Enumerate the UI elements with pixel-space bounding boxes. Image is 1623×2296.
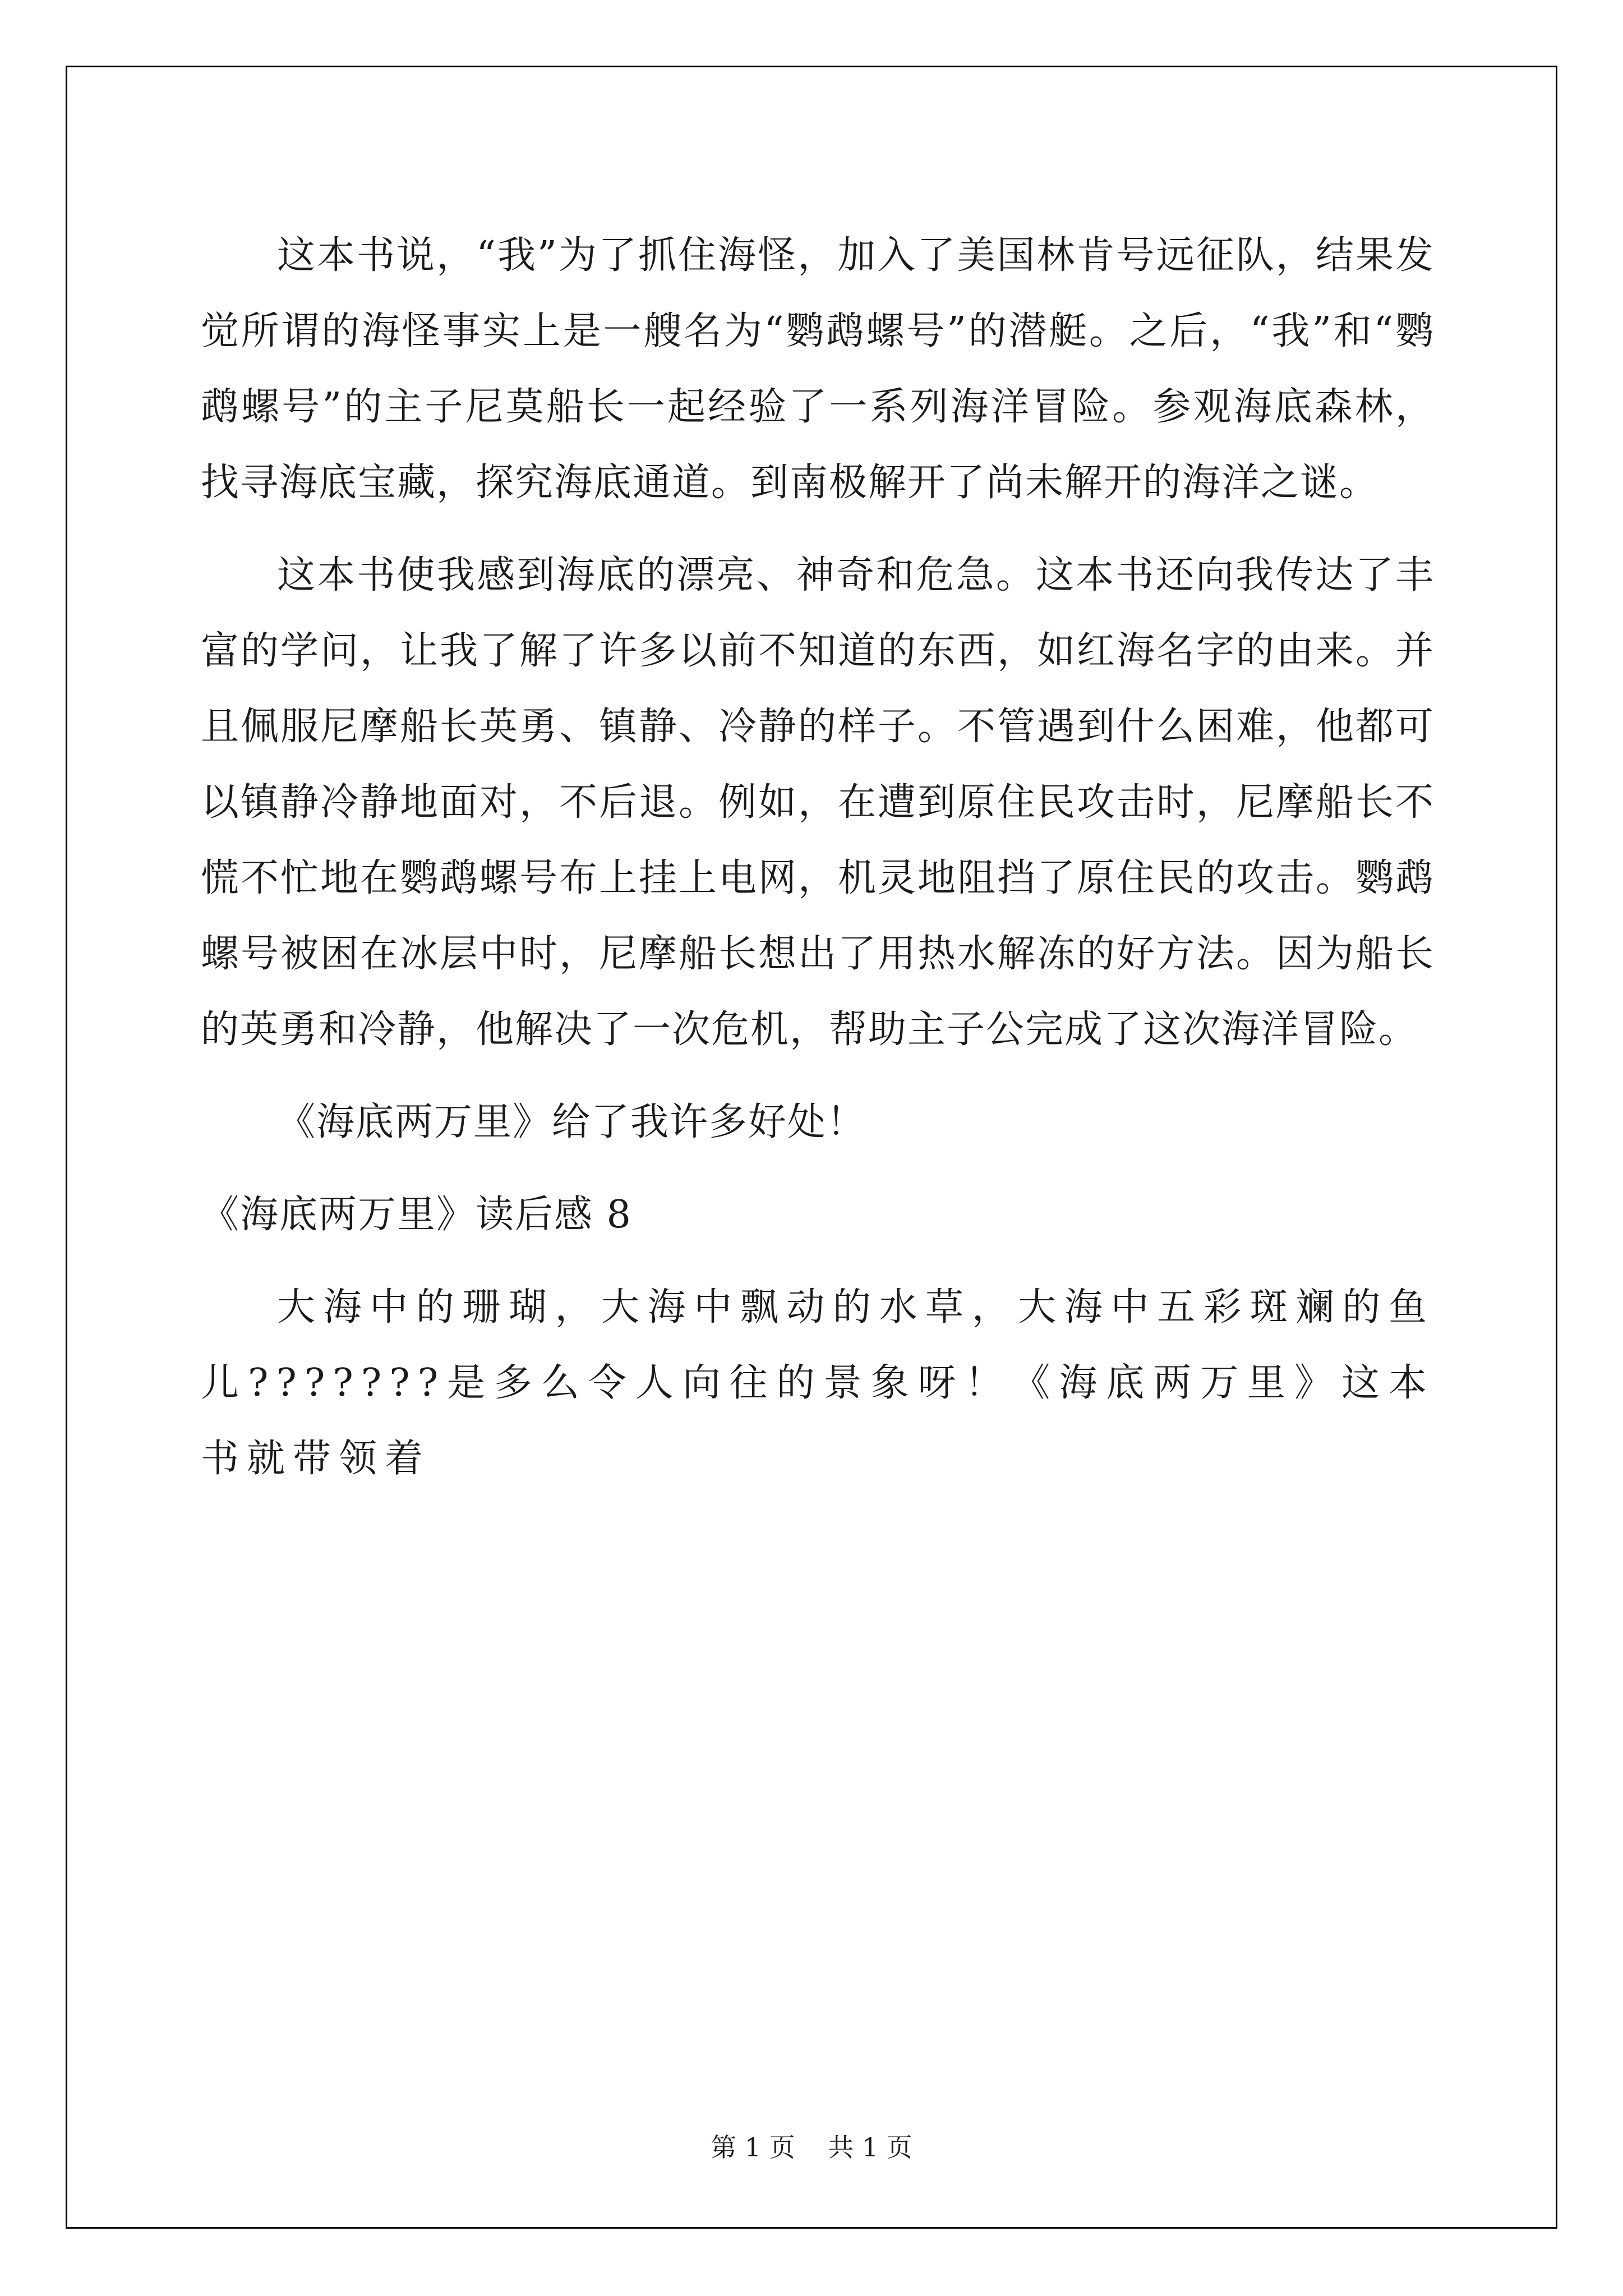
page-number: 第 1 页 <box>711 2132 795 2162</box>
paragraph-conclusion: 《海底两万里》给了我许多好处！ <box>277 1100 866 1144</box>
document-body <box>201 218 1435 1497</box>
page-footer <box>0 2131 1623 2164</box>
paragraph-summary: 这本书说，“我”为了抓住海怪，加入了美国林肯号远征队，结果发觉所谓的海怪事实上是一艘名为“鹦鹉螺号”的潜艇。之后，“我”和“鹦鹉螺号”的主子尼莫船长一起经验了一系列海洋冒险。参观海底森林，找寻海底宝藏，探究海底通道。到南极解开了尚未解开的海洋之谜。 <box>201 233 1435 505</box>
paragraph-next-section: 大海中的珊瑚，大海中飘动的水草，大海中五彩斑斓的鱼儿???????是多么令人向往的景象呀！《海底两万里》这本书就带领着 <box>201 1285 1435 1481</box>
page-total: 共 1 页 <box>828 2132 912 2162</box>
section-heading: 《海底两万里》读后感 8 <box>201 1193 632 1237</box>
paragraph-impressions: 这本书使我感到海底的漂亮、神奇和危急。这本书还向我传达了丰富的学问，让我了解了许多以前不知道的东西，如红海名字的由来。并且佩服尼摩船长英勇、镇静、冷静的样子。不管遇到什么困难，他都可以镇静冷静地面对，不后退。例如，在遭到原住民攻击时，尼摩船长不慌不忙地在鹦鹉螺号布上挂上电网，机灵地阻挡了原住民的攻击。鹦鹉螺号被困在冰层中时，尼摩船长想出了用热水解冻的好方法。因为船长的英勇和冷静，他解决了一次危机，帮助主子公完成了这次海洋冒险。 <box>201 553 1435 1052</box>
